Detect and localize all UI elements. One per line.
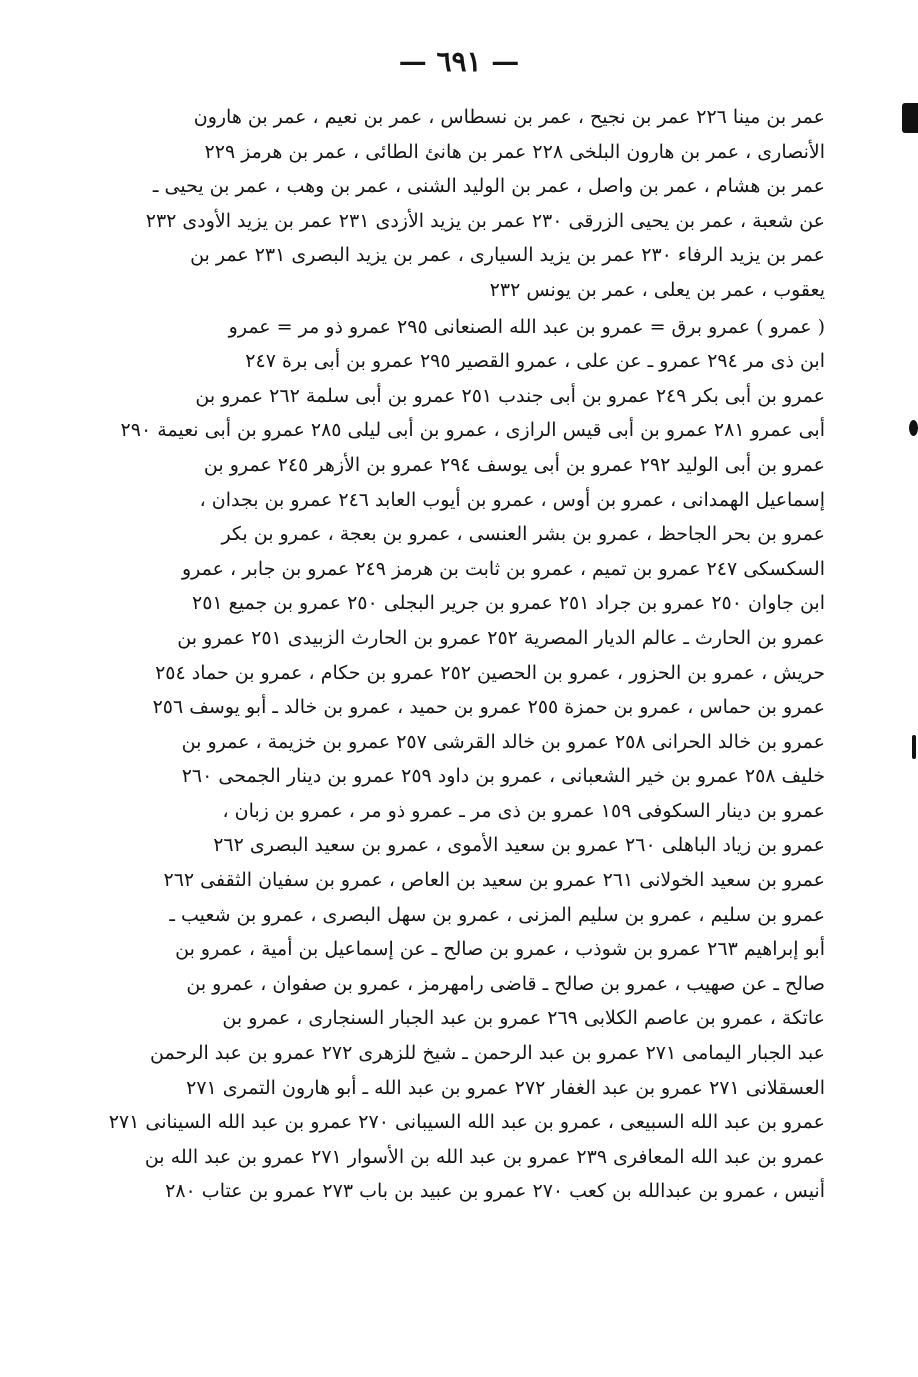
index-line: عبد الجبار اليمامى ٢٧١ عمرو بن عبد الرحمن ـ شيخ للزهرى ٢٧٢ عمرو بن عبد الرحمن xyxy=(150,1042,825,1065)
index-line: أنيس ، عمرو بن عبدالله بن كعب ٢٧٠ عمرو بن عبيد بن باب ٢٧٣ عمرو بن عتاب ٢٨٠ xyxy=(165,1180,825,1203)
index-line: عمرو بن خالد الحرانى ٢٥٨ عمرو بن خالد القرشى ٢٥٧ عمرو بن خزيمة ، عمرو بن xyxy=(181,730,825,753)
index-line: يعقوب ، عمر بن يعلى ، عمر بن يونس ٢٣٢ xyxy=(489,278,825,301)
index-line: إسماعيل الهمدانى ، عمرو بن أوس ، عمرو بن أيوب العابد ٢٤٦ عمرو بن بجدان ، xyxy=(199,488,825,511)
index-line: عن شعبة ، عمر بن يحيى الزرقى ٢٣٠ عمر بن يزيد الأزدى ٢٣١ عمر بن يزيد الأودى ٢٣٢ xyxy=(145,209,825,232)
index-line: عمرو بن عبد الله المعافرى ٢٣٩ عمرو بن عبد الله بن الأسوار ٢٧١ عمرو بن عبد الله بن xyxy=(144,1145,825,1168)
index-line: حريش ، عمرو بن الحزور ، عمرو بن الحصين ٢٥٢ عمرو بن حكام ، عمرو بن حماد ٢٥٤ xyxy=(155,661,825,684)
index-line: صالح ـ عن صهيب ، عمرو بن صالح ـ قاضى رامهرمز ، عمرو بن صفوان ، عمرو بن xyxy=(186,972,825,995)
index-line: عاتكة ، عمرو بن عاصم الكلابى ٢٦٩ عمرو بن عبد الجبار السنجارى ، عمرو بن xyxy=(222,1007,825,1030)
index-line: عمر بن يزيد الرفاء ٢٣٠ عمر بن يزيد السيارى ، عمر بن يزيد البصرى ٢٣١ عمر بن xyxy=(190,244,825,267)
index-line: الأنصارى ، عمر بن هارون البلخى ٢٢٨ عمر بن هانئ الطائى ، عمر بن هرمز ٢٢٩ xyxy=(204,140,825,163)
index-line: ابن ذى مر ٢٩٤ عمرو ـ عن على ، عمرو القصير ٢٩٥ عمرو بن أبى برة ٢٤٧ xyxy=(245,350,825,373)
index-line: العسقلانى ٢٧١ عمرو بن عبد الغفار ٢٧٢ عمرو بن عبد الله ـ أبو هارون التمرى ٢٧١ xyxy=(186,1076,825,1099)
index-line: عمرو بن عبد الله السبيعى ، عمرو بن عبد الله السيبانى ٢٧٠ عمرو بن عبد الله السينانى ٢٧١ xyxy=(108,1111,825,1134)
index-line: عمرو بن دينار السكوفى ١٥٩ عمرو بن ذى مر ـ عمرو ذو مر ، عمرو بن زبان ، xyxy=(222,799,825,822)
index-line: عمرو بن أبى بكر ٢٤٩ عمرو بن أبى جندب ٢٥١ عمرو بن أبى سلمة ٢٦٢ عمرو بن xyxy=(195,384,825,407)
index-line: عمرو بن سليم ، عمرو بن سليم المزنى ، عمرو بن سهل البصرى ، عمرو بن شعيب ـ xyxy=(169,903,825,926)
margin-mark xyxy=(912,735,916,759)
page-number: — ٦٩١ — xyxy=(398,45,520,78)
index-line: عمرو بن زياد الباهلى ٢٦٠ عمرو بن سعيد الأموى ، عمرو بن سعيد البصرى ٢٦٢ xyxy=(213,834,825,857)
index-text-block xyxy=(95,100,825,1209)
index-line: عمرو بن سعيد الخولانى ٢٦١ عمرو بن سعيد بن العاص ، عمرو بن سفيان الثقفى ٢٦٢ xyxy=(163,869,825,892)
index-line: عمرو بن حماس ، عمرو بن حمزة ٢٥٥ عمرو بن حميد ، عمرو بن خالد ـ أبو يوسف ٢٥٦ xyxy=(152,696,825,719)
index-line: أبو إبراهيم ٢٦٣ عمرو بن شوذب ، عمرو بن صالح ـ عن إسماعيل بن أمية ، عمرو بن xyxy=(175,938,825,961)
index-line: عمرو بن أبى الوليد ٢٩٢ عمرو بن أبى يوسف ٢٩٤ عمرو بن الأزهر ٢٤٥ عمرو بن xyxy=(203,453,825,476)
index-line: عمرو بن الحارث ـ عالم الديار المصرية ٢٥٢ عمرو بن الحارث الزبيدى ٢٥١ عمرو بن xyxy=(177,626,825,649)
index-line: خليف ٢٥٨ عمرو بن خير الشعبانى ، عمرو بن داود ٢٥٩ عمرو بن دينار الجمحى ٢٦٠ xyxy=(181,765,825,788)
index-line: عمر بن هشام ، عمر بن واصل ، عمر بن الوليد الشنى ، عمر بن وهب ، عمر بن يحيى ـ xyxy=(152,175,825,198)
index-line: أبى عمرو ٢٨١ عمرو بن أبى قيس الرازى ، عمرو بن أبى ليلى ٢٨٥ عمرو بن أبى نعيمة ٢٩٠ xyxy=(120,419,825,442)
index-line: عمرو بن بحر الجاحظ ، عمرو بن بشر العنسى ، عمرو بن بعجة ، عمرو بن بكر xyxy=(221,523,825,546)
index-line: السكسكى ٢٤٧ عمرو بن تميم ، عمرو بن ثابت بن هرمز ٢٤٩ عمرو بن جابر ، عمرو xyxy=(181,557,825,580)
margin-mark xyxy=(902,103,918,133)
margin-mark xyxy=(909,420,918,436)
index-line: عمر بن مينا ٢٢٦ عمر بن نجيح ، عمر بن نسطاس ، عمر بن نعيم ، عمر بن هارون xyxy=(193,106,825,128)
index-line: ابن جاوان ٢٥٠ عمرو بن جراد ٢٥١ عمرو بن جرير البجلى ٢٥٠ عمرو بن جميع ٢٥١ xyxy=(191,592,825,615)
index-line: ( عمرو ) عمرو برق = عمرو بن عبد الله الصنعانى ٢٩٥ عمرو ذو مر = عمرو xyxy=(228,315,825,338)
